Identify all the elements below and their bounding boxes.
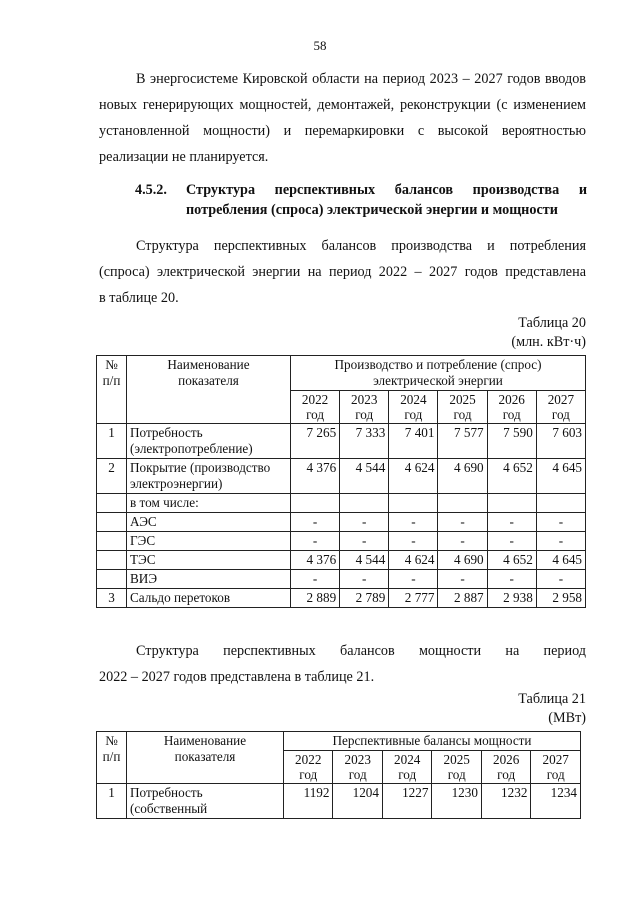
- row-name: [127, 459, 291, 494]
- cell-value: 1230: [432, 784, 481, 819]
- row-number: 1: [97, 784, 127, 819]
- year-value: 2022: [295, 752, 322, 767]
- year-header-2026: [487, 391, 536, 424]
- row-name-line: АЭС: [130, 514, 157, 529]
- cell-value: 1192: [284, 784, 333, 819]
- row-number: [97, 570, 127, 589]
- table-21-header-row: [97, 732, 581, 751]
- table-21-caption: [518, 690, 586, 728]
- year-header-2022: [284, 751, 333, 784]
- intro-line: реализации не планируется.: [99, 149, 269, 165]
- cell-value: -: [291, 513, 340, 532]
- cell-value: 2 887: [438, 589, 487, 608]
- cell-value: -: [536, 570, 585, 589]
- cell-value: -: [340, 532, 389, 551]
- table-20-caption: [511, 314, 586, 352]
- year-header-2025: [438, 391, 487, 424]
- table-21-unit: (МВт): [548, 710, 586, 726]
- table-20-header-row: [97, 356, 586, 391]
- year-suffix: год: [497, 767, 516, 782]
- intro-line: В энергосистеме Кировской области на период 2023 – 2027 годов вводов: [136, 71, 586, 87]
- row-name: [127, 494, 291, 513]
- cell-value: 4 690: [438, 551, 487, 570]
- year-suffix: год: [306, 407, 325, 422]
- cell-value: 1204: [333, 784, 382, 819]
- cell-value: -: [487, 532, 536, 551]
- cell-value: -: [487, 513, 536, 532]
- row-name-line: ВИЭ: [130, 571, 158, 586]
- table-row: [97, 784, 581, 819]
- year-header-2022: [291, 391, 340, 424]
- cell-value: 7 333: [340, 424, 389, 459]
- intro-line: установленной мощности) и перемаркировки с высокой вероятностью: [99, 123, 586, 139]
- head-num-line: п/п: [102, 373, 121, 388]
- cell-value: 1232: [481, 784, 530, 819]
- table-20: [96, 355, 586, 608]
- cell-value: -: [389, 570, 438, 589]
- head-group-line: Перспективные балансы мощности: [332, 733, 532, 748]
- cell-value: 4 652: [487, 459, 536, 494]
- cell-value: 4 690: [438, 459, 487, 494]
- table-row: [97, 513, 586, 532]
- table-20-unit: (млн. кВт·ч): [511, 334, 586, 350]
- cell-value: -: [389, 532, 438, 551]
- row-number: [97, 494, 127, 513]
- table-row: [97, 570, 586, 589]
- cell-value: -: [340, 513, 389, 532]
- row-name-line: (электропотребление): [130, 441, 253, 456]
- cell-value: 1227: [382, 784, 431, 819]
- cell-value: 2 938: [487, 589, 536, 608]
- cell-value: [291, 494, 340, 513]
- head-num-line: п/п: [102, 749, 121, 764]
- table-row: [97, 424, 586, 459]
- paragraph-2-line: Структура перспективных балансов производства и потребления: [136, 238, 586, 254]
- table-20-head-num: [97, 356, 127, 424]
- cell-value: [438, 494, 487, 513]
- year-suffix: год: [355, 407, 374, 422]
- cell-value: 2 789: [340, 589, 389, 608]
- year-suffix: год: [546, 767, 565, 782]
- table-21-head-name: [127, 732, 284, 784]
- cell-value: 4 645: [536, 459, 585, 494]
- table-row: [97, 494, 586, 513]
- row-name: [127, 424, 291, 459]
- year-suffix: год: [348, 767, 367, 782]
- year-suffix: год: [299, 767, 318, 782]
- year-value: 2027: [542, 752, 569, 767]
- cell-value: 4 652: [487, 551, 536, 570]
- cell-value: 2 889: [291, 589, 340, 608]
- year-value: 2025: [449, 392, 476, 407]
- year-suffix: год: [453, 407, 472, 422]
- table-row: [97, 551, 586, 570]
- paragraph-3: [99, 638, 586, 690]
- head-num-line: №: [105, 733, 118, 748]
- year-suffix: год: [404, 407, 423, 422]
- row-name-line: в том числе:: [130, 495, 199, 510]
- year-value: 2026: [492, 752, 520, 767]
- year-header-2024: [389, 391, 438, 424]
- head-name-line: показателя: [174, 749, 236, 764]
- cell-value: -: [340, 570, 389, 589]
- cell-value: 4 624: [389, 459, 438, 494]
- row-number: [97, 551, 127, 570]
- year-value: 2023: [351, 392, 378, 407]
- cell-value: [487, 494, 536, 513]
- row-number: 1: [97, 424, 127, 459]
- table-21-head-group: [284, 732, 581, 751]
- row-name-line: ГЭС: [130, 533, 156, 548]
- cell-value: 4 544: [340, 459, 389, 494]
- year-header-2024: [382, 751, 431, 784]
- year-suffix: год: [551, 407, 570, 422]
- table-row: [97, 589, 586, 608]
- year-suffix: год: [398, 767, 417, 782]
- cell-value: -: [291, 532, 340, 551]
- row-name: [127, 570, 291, 589]
- cell-value: 1234: [531, 784, 581, 819]
- paragraph-3-line: Структура перспективных балансов мощности на период: [136, 643, 586, 659]
- cell-value: [340, 494, 389, 513]
- intro-line: новых генерирующих мощностей, демонтажей, реконструкции (с изменением: [99, 97, 586, 113]
- row-name: [127, 589, 291, 608]
- year-header-2023: [340, 391, 389, 424]
- row-number: 2: [97, 459, 127, 494]
- table-20-head-group: [291, 356, 586, 391]
- section-title-line: Структура перспективных балансов производства и: [186, 182, 587, 198]
- year-header-2023: [333, 751, 382, 784]
- table-row: [97, 459, 586, 494]
- year-value: 2024: [394, 752, 421, 767]
- year-value: 2026: [498, 392, 525, 407]
- head-name-line: Наименование: [167, 357, 250, 372]
- year-value: 2027: [547, 392, 575, 407]
- year-value: 2025: [443, 752, 470, 767]
- row-name-line: (собственный: [130, 801, 208, 816]
- cell-value: 4 376: [291, 551, 340, 570]
- year-header-2026: [481, 751, 530, 784]
- cell-value: [536, 494, 585, 513]
- cell-value: [389, 494, 438, 513]
- cell-value: -: [438, 513, 487, 532]
- cell-value: 2 958: [536, 589, 585, 608]
- cell-value: -: [536, 513, 585, 532]
- cell-value: 7 590: [487, 424, 536, 459]
- intro-paragraph: [99, 66, 586, 170]
- cell-value: -: [438, 532, 487, 551]
- row-name-line: Сальдо перетоков: [130, 590, 231, 605]
- year-header-2025: [432, 751, 481, 784]
- head-group-line: электрической энергии: [373, 373, 503, 388]
- year-header-2027: [536, 391, 585, 424]
- paragraph-2: [99, 233, 586, 311]
- year-value: 2024: [400, 392, 427, 407]
- row-name: [127, 513, 291, 532]
- paragraph-2-line: в таблице 20.: [99, 290, 179, 306]
- paragraph-2-line: (спроса) электрической энергии на период 2022 – 2027 годов представлена: [99, 264, 586, 280]
- row-name-line: Потребность: [130, 425, 203, 440]
- head-group-line: Производство и потребление (спрос): [334, 357, 542, 372]
- cell-value: -: [536, 532, 585, 551]
- section-title-line: потребления (спроса) электрической энергии и мощности: [186, 202, 558, 218]
- cell-value: 7 401: [389, 424, 438, 459]
- table-21-head-num: [97, 732, 127, 784]
- section-heading: [135, 180, 587, 220]
- cell-value: 7 577: [438, 424, 487, 459]
- row-name-line: ТЭС: [130, 552, 156, 567]
- page-number: 58: [313, 38, 327, 53]
- cell-value: 2 777: [389, 589, 438, 608]
- year-suffix: год: [447, 767, 466, 782]
- year-suffix: год: [502, 407, 521, 422]
- cell-value: 7 603: [536, 424, 585, 459]
- year-header-2027: [531, 751, 581, 784]
- head-num-line: №: [105, 357, 118, 372]
- year-value: 2022: [301, 392, 329, 407]
- cell-value: -: [487, 570, 536, 589]
- table-21: [96, 731, 581, 819]
- table-20-head-name: [127, 356, 291, 424]
- cell-value: -: [438, 570, 487, 589]
- cell-value: 4 624: [389, 551, 438, 570]
- row-name: [127, 551, 291, 570]
- table-21-title: Таблица 21: [518, 691, 586, 707]
- row-name: [127, 532, 291, 551]
- row-name-line: Потребность: [130, 785, 203, 800]
- row-name-line: электроэнергии): [130, 476, 223, 491]
- cell-value: 4 544: [340, 551, 389, 570]
- row-number: [97, 513, 127, 532]
- section-number: 4.5.2.: [135, 182, 167, 198]
- year-value: 2023: [344, 752, 371, 767]
- cell-value: 7 265: [291, 424, 340, 459]
- cell-value: 4 376: [291, 459, 340, 494]
- cell-value: -: [389, 513, 438, 532]
- row-number: [97, 532, 127, 551]
- cell-value: 4 645: [536, 551, 585, 570]
- paragraph-3-line: 2022 – 2027 годов представлена в таблице 21.: [99, 669, 375, 685]
- head-name-line: показателя: [178, 373, 239, 388]
- row-name: [127, 784, 284, 819]
- cell-value: -: [291, 570, 340, 589]
- head-name-line: Наименование: [163, 733, 247, 748]
- row-number: 3: [97, 589, 127, 608]
- row-name-line: Покрытие (производство: [130, 460, 271, 475]
- table-20-title: Таблица 20: [518, 315, 586, 331]
- table-row: [97, 532, 586, 551]
